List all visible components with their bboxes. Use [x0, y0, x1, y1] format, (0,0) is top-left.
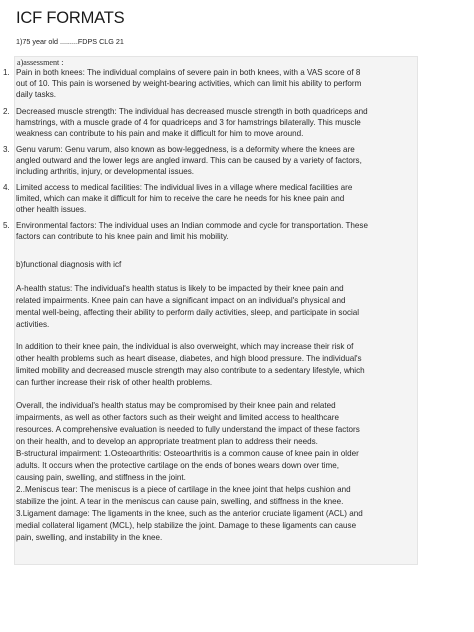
- item-2-number: 2.: [3, 107, 10, 116]
- item-1-line-3: daily tasks.: [16, 90, 57, 99]
- item-1-line-1: Pain in both knees: The individual complains of severe pain in both knees, with a VAS score of 8: [16, 68, 361, 77]
- item-4-line-1: Limited access to medical facilities: The individual lives in a village where medical facilities are: [16, 183, 353, 192]
- item-3-line-2: angled outward and the lower legs are angled inward. This can be caused by a variety of factors,: [16, 156, 362, 165]
- section-b-heading: b)functional diagnosis with icf: [16, 260, 122, 269]
- section-a-heading: a)assessment :: [17, 58, 64, 67]
- para-3-line-6: adults. It occurs when the protective cartilage on the ends of bones wears down over time,: [16, 461, 340, 470]
- item-2-line-1: Decreased muscle strength: The individual has decreased muscle strength in both quadriceps and: [16, 107, 368, 116]
- para-3-line-10: 3.Ligament damage: The ligaments in the knee, such as the anterior cruciate ligament (ACL) and: [16, 509, 363, 518]
- item-5-line-2: factors can contribute to his knee pain and limit his mobility.: [16, 232, 229, 241]
- document-subtitle: 1)75 year old .........FDPS CLG 21: [16, 37, 124, 46]
- para-3-line-3: resources. A comprehensive evaluation is needed to fully understand the impact of these factors: [16, 425, 360, 434]
- item-5-line-1: Environmental factors: The individual uses an Indian commode and cycle for transportation. These: [16, 221, 368, 230]
- item-1-number: 1.: [3, 68, 10, 77]
- para-3-line-8: 2..Meniscus tear: The meniscus is a piece of cartilage in the knee joint that helps cushion and: [16, 485, 351, 494]
- item-4-number: 4.: [3, 183, 10, 192]
- para-3-line-11: medial collateral ligament (MCL), help stabilize the joint. Damage to these ligaments can cause: [16, 521, 357, 530]
- item-2-line-2: hamstrings, with a muscle grade of 4 for quadriceps and 3 for hamstrings bilaterally. This muscle: [16, 118, 361, 127]
- para-2-line-4: can further increase their risk of other health problems.: [16, 378, 213, 387]
- item-3-number: 3.: [3, 145, 10, 154]
- para-2-line-2: other health problems such as heart disease, diabetes, and high blood pressure. The individual's: [16, 354, 362, 363]
- page-title: ICF FORMATS: [16, 9, 125, 27]
- item-4-line-2: limited, which can make it difficult for him to receive the care he needs for his knee pain and: [16, 194, 345, 203]
- item-3-line-1: Genu varum: Genu varum, also known as bow-leggedness, is a deformity where the knees are: [16, 145, 355, 154]
- para-3-line-9: stabilize the joint. A tear in the meniscus can cause pain, swelling, and stiffness in the knee.: [16, 497, 344, 506]
- para-3-line-1: Overall, the individual's health status may be compromised by their knee pain and related: [16, 401, 336, 410]
- para-3-line-5: B-structural impairment: 1.Osteoarthritis: Osteoarthritis is a common cause of knee pain in older: [16, 449, 359, 458]
- item-2-line-3: weakness can contribute to his pain and make it difficult for him to move around.: [16, 129, 304, 138]
- para-3-line-2: impairments, as well as other factors such as their weight and limited access to healthcare: [16, 413, 339, 422]
- item-3-line-3: including arthritis, injury, or developmental issues.: [16, 167, 194, 176]
- item-5-number: 5.: [3, 221, 10, 230]
- item-1-line-2: out of 10. This pain is worsened by weight-bearing activities, which can limit his ability to perform: [16, 79, 362, 88]
- para-3-line-4: on their health, and to develop an appropriate treatment plan to address their needs.: [16, 437, 318, 446]
- para-3-line-7: causing pain, swelling, and stiffness in the joint.: [16, 473, 186, 482]
- para-1-line-1: A-health status: The individual's health status is likely to be impacted by their knee pain and: [16, 284, 344, 293]
- para-1-line-4: activities.: [16, 320, 50, 329]
- para-2-line-1: In addition to their knee pain, the individual is also overweight, which may increase their risk of: [16, 342, 354, 351]
- item-4-line-3: other health issues.: [16, 205, 87, 214]
- para-1-line-3: mental well-being, affecting their ability to perform daily activities, sleep, and participate in social: [16, 308, 360, 317]
- para-1-line-2: related impairments. Knee pain can have a significant impact on an individual's physical and: [16, 296, 346, 305]
- para-2-line-3: limited mobility and decreased muscle strength may also contribute to a sedentary lifestyle, which: [16, 366, 365, 375]
- para-3-line-12: pain, swelling, and instability in the knee.: [16, 533, 163, 542]
